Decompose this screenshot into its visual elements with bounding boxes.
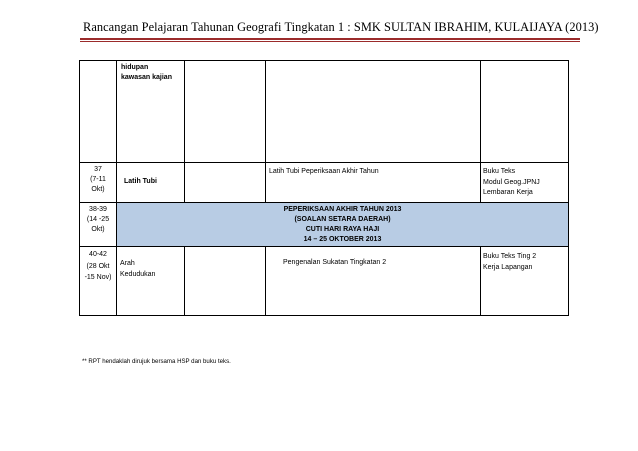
topic-cell xyxy=(117,163,185,203)
activity-text: Pengenalan Sukatan Tingkatan 2 xyxy=(283,259,387,266)
week-dates: Okt) xyxy=(91,186,105,193)
topic-line: hidupan xyxy=(121,64,149,71)
week-cell xyxy=(80,247,117,316)
table-row xyxy=(80,163,569,203)
topic-cell xyxy=(117,61,185,163)
week-dates: -15 Nov) xyxy=(84,274,112,281)
week-dates: (28 Okt xyxy=(86,262,110,270)
topic-line: Arah xyxy=(120,260,135,267)
exam-line: CUTI HARI RAYA HAJI xyxy=(305,226,380,233)
week-cell xyxy=(80,203,117,247)
week-dates: (14 -25 xyxy=(86,216,110,223)
week-number: 38-39 xyxy=(89,206,107,213)
resource-item: Buku Teks xyxy=(483,168,516,175)
document-title: Rancangan Pelajaran Tahunan Geografi Tingkatan 1 : SMK SULTAN IBRAHIM, KULAIJAYA (2013) xyxy=(83,20,599,34)
subtopic-cell xyxy=(185,247,266,316)
resource-item: Buku Teks Ting 2 xyxy=(483,253,537,260)
resource-cell xyxy=(481,247,569,316)
activity-cell xyxy=(266,163,481,203)
exam-line: 14 – 25 OKTOBER 2013 xyxy=(303,236,382,243)
week-dates: Okt) xyxy=(91,226,105,233)
table-row xyxy=(80,203,569,247)
subtopic-cell xyxy=(185,61,266,163)
resource-item: Lembaran Kerja xyxy=(483,189,533,196)
topic-text: Latih Tubi xyxy=(124,178,157,185)
topic-line: Kedudukan xyxy=(120,271,156,278)
subtopic-cell xyxy=(185,163,266,203)
resource-item: Kerja Lapangan xyxy=(483,264,533,271)
exam-line: (SOALAN SETARA DAERAH) xyxy=(294,216,391,223)
header-rule xyxy=(80,38,580,40)
week-dates: (7-11 xyxy=(90,176,106,183)
footnote: ** RPT hendaklah dirujuk bersama HSP dan buku teks. xyxy=(82,358,231,365)
exam-banner xyxy=(117,203,569,247)
activity-text: Latih Tubi Peperiksaan Akhir Tahun xyxy=(269,168,379,175)
resource-item: Modul Geog.JPNJ xyxy=(483,178,540,186)
topic-line: kawasan kajian xyxy=(121,74,172,81)
week-cell xyxy=(80,163,117,203)
lesson-plan-table xyxy=(79,60,569,316)
week-number: 37 xyxy=(94,166,102,173)
resource-cell xyxy=(481,163,569,203)
activity-cell xyxy=(266,61,481,163)
exam-line: PEPERIKSAAN AKHIR TAHUN 2013 xyxy=(283,206,402,213)
table-row xyxy=(80,247,569,316)
week-number: 40-42 xyxy=(89,251,107,258)
topic-cell xyxy=(117,247,185,316)
week-cell xyxy=(80,61,117,163)
header-rule-thin xyxy=(80,41,580,42)
table-row xyxy=(80,61,569,163)
resource-cell xyxy=(481,61,569,163)
activity-cell xyxy=(266,247,481,316)
